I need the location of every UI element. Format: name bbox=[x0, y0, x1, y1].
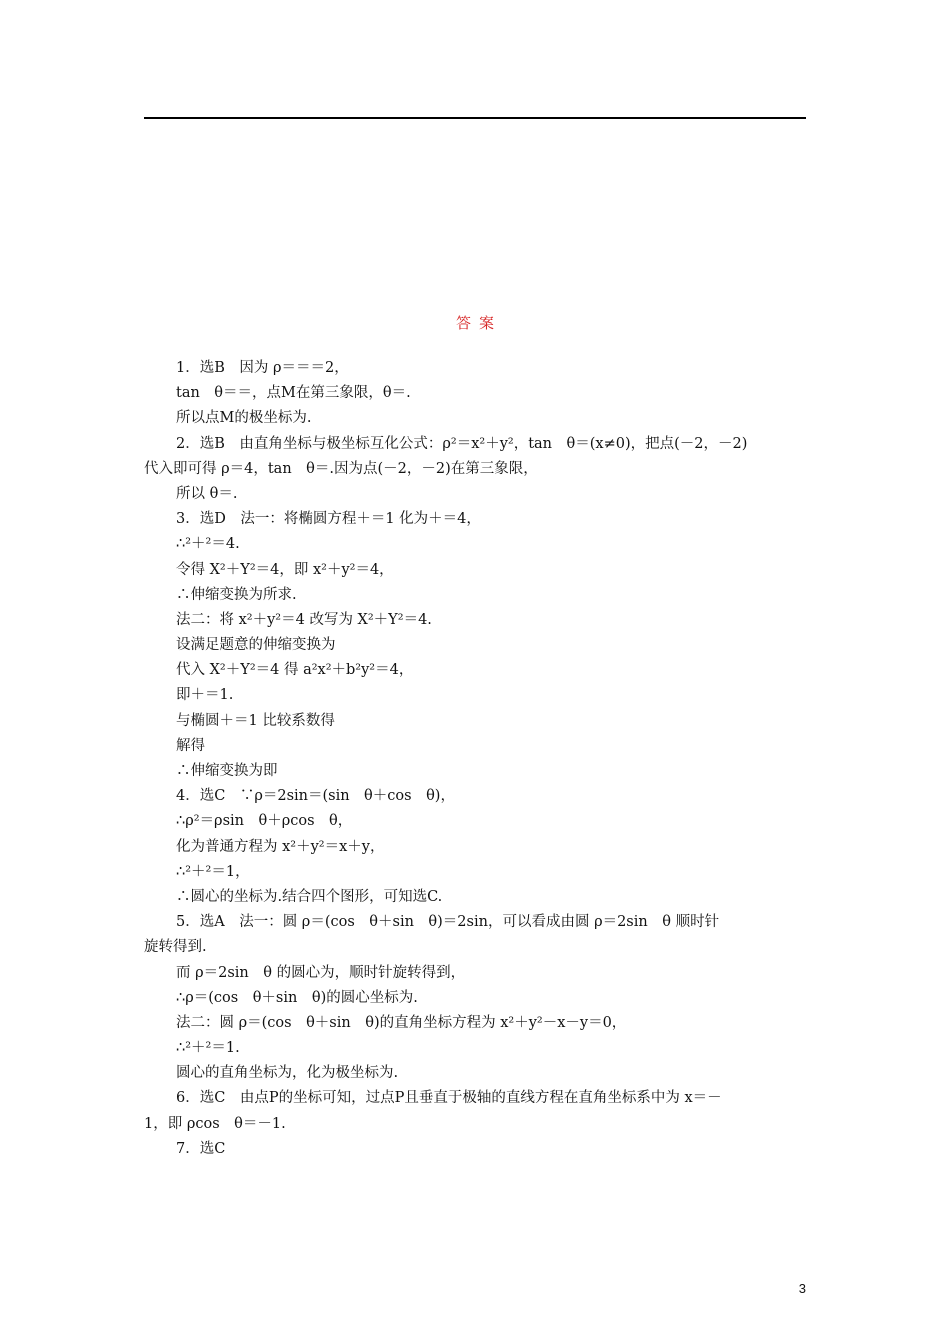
answer-body bbox=[144, 356, 806, 1162]
answer-line: ∴²＋²＝1， bbox=[176, 863, 250, 880]
answer-line: 所以 θ＝. bbox=[176, 485, 238, 502]
page-title: 答案 bbox=[455, 314, 502, 332]
answer-line: 5．选A 法一：圆 ρ＝(cos θ＋sin θ)＝2sin，可以看成由圆 ρ＝2sin θ 顺时针 bbox=[176, 914, 720, 931]
header-rule bbox=[144, 117, 806, 119]
page-number: 3 bbox=[798, 1281, 806, 1296]
answer-line: 法二：圆 ρ＝(cos θ＋sin θ)的直角坐标方程为 x²＋y²－x－y＝0， bbox=[176, 1014, 627, 1031]
answer-line: ∴ρ＝(cos θ＋sin θ)的圆心坐标为. bbox=[176, 989, 418, 1006]
answer-line: ∴伸缩变换为所求. bbox=[176, 586, 297, 603]
answer-line: 代入即可得 ρ＝4，tan θ＝.因为点(－2，－2)在第三象限， bbox=[144, 460, 538, 477]
answer-line: 而 ρ＝2sin θ 的圆心为，顺时针旋转得到， bbox=[176, 964, 466, 981]
answer-line: 即＋＝1. bbox=[176, 687, 234, 704]
answer-line: 设满足题意的伸缩变换为 bbox=[176, 637, 336, 654]
answer-line: 与椭圆＋＝1 比较系数得 bbox=[176, 712, 335, 729]
answer-line: 旋转得到. bbox=[144, 939, 207, 956]
answer-line: 化为普通方程为 x²＋y²＝x＋y， bbox=[176, 838, 385, 855]
answer-line: 法二：将 x²＋y²＝4 改写为 X²＋Y²＝4. bbox=[176, 611, 432, 628]
answer-line: 7．选C bbox=[176, 1140, 226, 1157]
answer-line: 1，即 ρcos θ＝－1. bbox=[144, 1115, 286, 1132]
answer-line: 解得 bbox=[176, 737, 205, 754]
answer-line: 1．选B 因为 ρ＝＝＝2， bbox=[176, 360, 349, 376]
answer-line: 4．选C ∵ρ＝2sin＝(sin θ＋cos θ)， bbox=[176, 788, 455, 805]
answer-line: ∴²＋²＝1. bbox=[176, 1040, 240, 1057]
answer-line: ∴ρ²＝ρsin θ＋ρcos θ， bbox=[176, 813, 353, 830]
answer-line: 代入 X²＋Y²＝4 得 a²x²＋b²y²＝4， bbox=[176, 662, 414, 679]
answer-line: ∴圆心的坐标为.结合四个图形，可知选C. bbox=[176, 888, 443, 905]
answer-line: ∴伸缩变换为即 bbox=[176, 763, 278, 779]
answer-line: 2．选B 由直角坐标与极坐标互化公式：ρ²＝x²＋y²，tan θ＝(x≠0)，把点(－2，－2) bbox=[176, 435, 748, 452]
answer-line: 3．选D 法一：将椭圆方程＋＝1 化为＋＝4， bbox=[176, 511, 481, 528]
answer-line: 令得 X²＋Y²＝4，即 x²＋y²＝4， bbox=[176, 561, 394, 578]
answer-line: ∴²＋²＝4. bbox=[176, 536, 240, 553]
answer-line: 圆心的直角坐标为，化为极坐标为. bbox=[176, 1065, 399, 1082]
answer-line: tan θ＝＝，点M在第三象限，θ＝. bbox=[176, 385, 411, 402]
answer-line: 6．选C 由点P的坐标可知，过点P且垂直于极轴的直线方程在直角坐标系中为 x＝－ bbox=[176, 1090, 722, 1107]
answer-line: 所以点M的极坐标为. bbox=[176, 410, 312, 427]
